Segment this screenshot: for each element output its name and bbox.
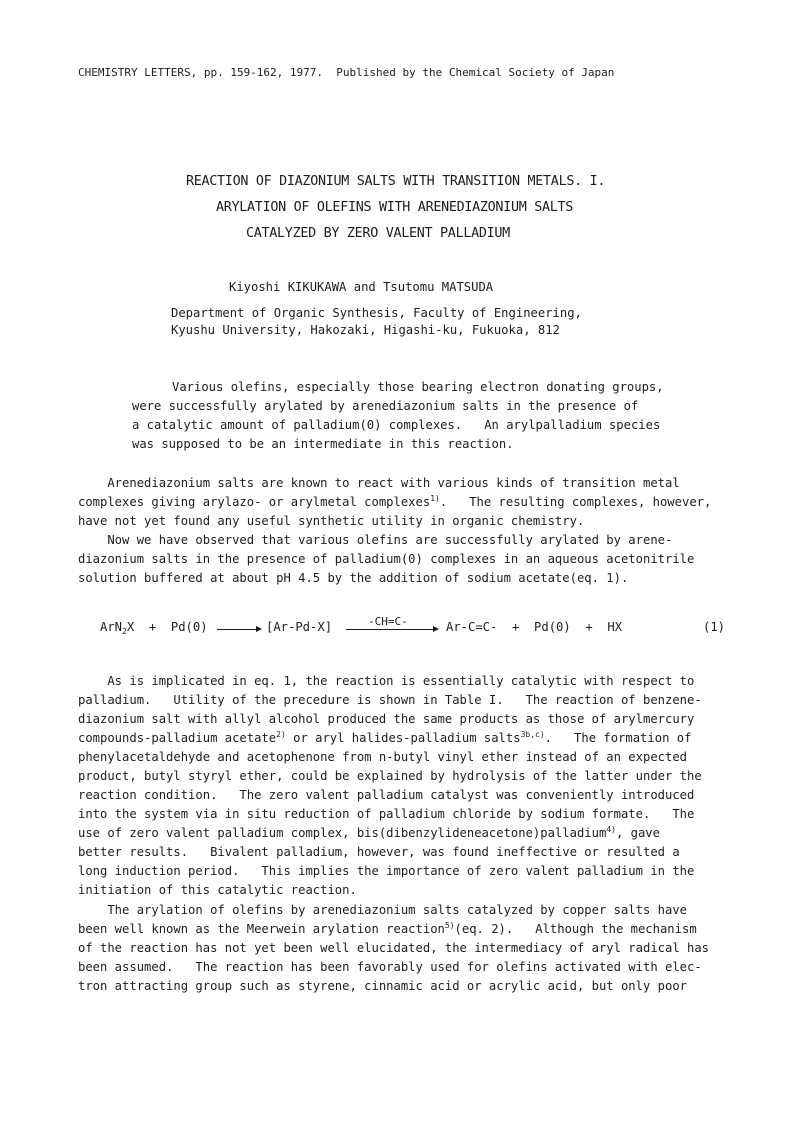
title-line-2: ARYLATION OF OLEFINS WITH ARENEDIAZONIUM SALTS xyxy=(216,200,574,215)
body-line: compounds-palladium acetate$^{2)}$ or aryl halides-palladium salts$^{3b,c)}$. The formation of xyxy=(78,730,692,745)
body-line: use of zero valent palladium complex, bis(dibenzylideneacetone)palladium$^{4)}$, gave xyxy=(78,825,660,840)
eq-number: (1) xyxy=(703,620,726,634)
body-line: into the system via in situ reduction of palladium chloride by sodium formate. The xyxy=(78,807,695,821)
body-line: been well known as the Meerwein arylation reaction$^{5)}$(eq. 2). Although the mechanism xyxy=(78,921,697,936)
body-line: product, butyl styryl ether, could be explained by hydrolysis of the latter under the xyxy=(78,769,702,783)
body-line: complexes giving arylazo- or arylmetal complexes$^{1)}$. The resulting complexes, however, xyxy=(78,494,712,509)
arrow-icon xyxy=(346,629,437,630)
body-line: tron attracting group such as styrene, cinnamic acid or acrylic acid, but only poor xyxy=(78,979,688,993)
citation-sup: 2) xyxy=(276,730,286,739)
eq-reactants: ArN$_2$X + Pd(0) xyxy=(100,620,208,636)
body-line: initiation of this catalytic reaction. xyxy=(78,883,357,897)
body-line: long induction period. This implies the importance of zero valent palladium in the xyxy=(78,864,695,878)
citation-sup: 4) xyxy=(606,825,616,834)
abstract-line: were successfully arylated by arenediazonium salts in the presence of xyxy=(132,399,639,413)
affiliation-line-1: Department of Organic Synthesis, Faculty of Engineering, xyxy=(171,306,582,320)
body-line: have not yet found any useful synthetic utility in organic chemistry. xyxy=(78,514,585,528)
citation-sup: 5) xyxy=(444,921,455,930)
eq-over-arrow-label: -CH=C- xyxy=(368,615,408,628)
affiliation-line-2: Kyushu University, Hakozaki, Higashi-ku, Fukuoka, 812 xyxy=(171,323,560,337)
authors: Kiyoshi KIKUKAWA and Tsutomu MATSUDA xyxy=(229,280,494,294)
body-line: solution buffered at about pH 4.5 by the addition of sodium acetate(eq. 1). xyxy=(78,571,629,585)
abstract-line: a catalytic amount of palladium(0) complexes. An arylpalladium species xyxy=(132,418,661,432)
arrow-icon xyxy=(217,629,260,630)
abstract-line: was supposed to be an intermediate in this reaction. xyxy=(132,437,514,451)
body-line: Now we have observed that various olefins are successfully arylated by arene- xyxy=(78,533,673,547)
body-line: of the reaction has not yet been well elucidated, the intermediacy of aryl radical has xyxy=(78,941,710,955)
journal-header: CHEMISTRY LETTERS, pp. 159-162, 1977. Published by the Chemical Society of Japan xyxy=(78,66,615,79)
body-line: Arenediazonium salts are known to react with various kinds of transition metal xyxy=(78,476,680,490)
citation-sup: 1) xyxy=(430,494,440,503)
body-line: As is implicated in eq. 1, the reaction is essentially catalytic with respect to xyxy=(78,674,695,688)
body-line: better results. Bivalent palladium, however, was found ineffective or resulted a xyxy=(78,845,680,859)
body-line: phenylacetaldehyde and acetophenone from n-butyl vinyl ether instead of an expected xyxy=(78,750,688,764)
abstract-line: Various olefins, especially those bearing electron donating groups, xyxy=(172,380,664,394)
title-line-1: REACTION OF DIAZONIUM SALTS WITH TRANSITION METALS. I. xyxy=(186,174,606,189)
body-line: diazonium salt with allyl alcohol produced the same products as those of arylmercury xyxy=(78,712,695,726)
body-line: palladium. Utility of the precedure is shown in Table I. The reaction of benzene- xyxy=(78,693,702,707)
eq-products: Ar-C=C- + Pd(0) + HX xyxy=(446,620,623,634)
body-line: reaction condition. The zero valent palladium catalyst was conveniently introduced xyxy=(78,788,695,802)
eq-intermediate: [Ar-Pd-X] xyxy=(266,620,333,634)
citation-sup: 3b,c) xyxy=(520,730,545,739)
title-line-3: CATALYZED BY ZERO VALENT PALLADIUM xyxy=(246,226,510,241)
body-line: diazonium salts in the presence of palladium(0) complexes in an aqueous acetonitrile xyxy=(78,552,695,566)
body-line: The arylation of olefins by arenediazonium salts catalyzed by copper salts have xyxy=(78,903,688,917)
body-line: been assumed. The reaction has been favorably used for olefins activated with elec- xyxy=(78,960,702,974)
